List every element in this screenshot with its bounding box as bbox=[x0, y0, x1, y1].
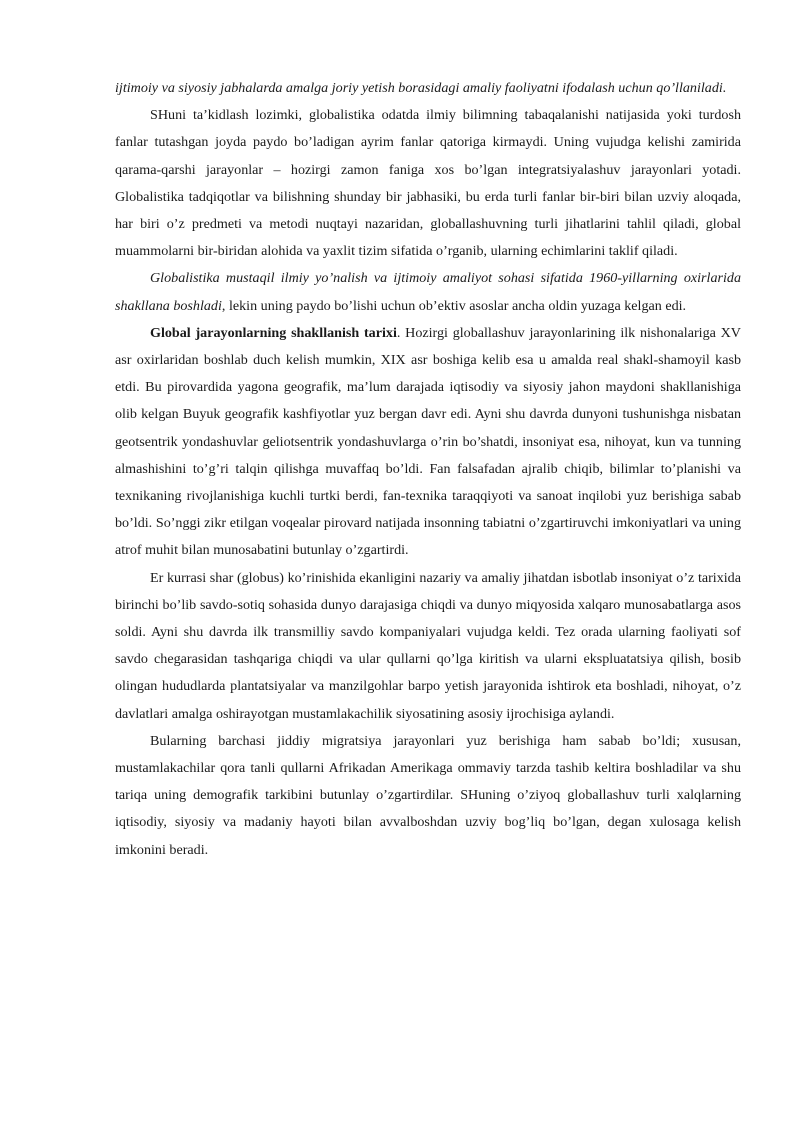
italic-text: Globalistika mustaqil ilmiy yo’nalish va ijtimoiy amaliyot sohasi sifatida 1960-yillarning oxirlarida shakllana boshladi bbox=[115, 270, 741, 314]
italic-text: ijtimoiy va siyosiy jabhalarda amalga joriy yetish borasidagi amaliy faoliyatni ifodalash uchun qo’llaniladi. bbox=[115, 80, 727, 96]
paragraph-globe-trade bbox=[115, 565, 741, 728]
document-page bbox=[115, 75, 741, 864]
paragraph-text: SHuni ta’kidlash lozimki, globalistika odatda ilmiy bilimning tabaqalanishi natijasida yoki turdosh fanlar tutashgan joyda paydo bo’ladigan ayrim fanlar qatoriga kirmaydi. Uning vujudga kelishi zamirida qarama-qarshi jarayonlar – hozirgi zamon faniga xos bo’lgan integratsiyalashuv jarayonlari yotadi. Globalistika tadqiqotlar va bilishning shunday bir jabhasiki, bu erda turli fanlar bir-biri bilan uzviy aloqada, har biri o’z predmeti va metodi nuqtayi nazaridan, globallashuvning turli jihatlarini tahlil qiladi, global muammolarni bir-biridan alohida va yaxlit tizim sifatida o’rganib, ularning echimlarini taklif qiladi. bbox=[115, 107, 741, 260]
paragraph-globalistics-origin bbox=[115, 265, 741, 319]
section-heading: Global jarayonlarning shakllanish tarixi bbox=[150, 324, 397, 341]
paragraph-text: . Hozirgi globallashuv jarayonlarining ilk nishonalariga XV asr oxirlaridan boshlab duch kelish mumkin, XIX asr boshiga kelib esa u amalda real shakl-shamoyil kasb etdi. Bu pirovardida yagona geografik, ma’lum darajada iqtisodiy va siyosiy jahon maydoni shakllanishiga olib kelgan Buyuk geografik kashfiyotlar yuz bergan davr edi. Ayni shu davrda dunyoni tushunishga nisbatan geotsentrik yondashuvlar geliotsentrik yondashuvlarga o’rin bo’shatdi, insoniyat esa, nihoyat, kun va tunning almashishini to’g’ri talqin qilishga muvaffaq bo’ldi. Fan falsafadan ajralib chiqib, bilimlar to’planishi va texnikaning rivojlanishiga kuchli turtki berdi, fan-texnika taraqqiyoti va sanoat inqilobi yuz berishiga sabab bo’ldi. So’nggi zikr etilgan voqealar pirovard natijada insonning tabiatni o’zgartiruvchi imkoniyatlari va uning atrof muhit bilan munosabatini butunlay o’zgartirdi. bbox=[115, 324, 741, 559]
paragraph-text: , lekin uning paydo bo’lishi uchun ob’ektiv asoslar ancha oldin yuzaga kelgan edi. bbox=[221, 297, 687, 314]
paragraph-history bbox=[115, 320, 741, 565]
paragraph-migration bbox=[115, 728, 741, 864]
paragraph-text: Bularning barchasi jiddiy migratsiya jarayonlari yuz berishiga ham sabab bo’ldi; xususan, mustamlakachilar qora tanli qullarni Afrikadan Amerikaga ommaviy tarzda tashib keltira boshladilar va shu tariqa uning demografik tarkibini butunlay o’zgartirdilar. SHuning o’ziyoq globallashuv turli xalqlarning iqtisodiy, siyosiy va madaniy hayoti bilan avvalboshdan uzviy bog’liq bo’lgan, degan xulosaga kelish imkonini beradi. bbox=[115, 732, 741, 858]
paragraph-continuation bbox=[115, 75, 741, 102]
paragraph-text: Er kurrasi shar (globus) ko’rinishida ekanligini nazariy va amaliy jihatdan isbotlab insoniyat o’z tarixida birinchi bo’lib savdo-sotiq sohasida dunyo darajasiga chiqdi va dunyo miqyosida xalqaro munosabatlarga asos soldi. Ayni shu davrda ilk transmilliy savdo kompaniyalari vujudga keldi. Tez orada ularning faoliyati sof savdo chegarasidan tashqariga chiqdi va ular qullarni qo’lga kiritish va ularni ekspluatatsiya qilish, bosib olingan hududlarda plantatsiyalar va manzilgohlar barpo yetish jarayonida ishtirok eta boshladi, nihoyat, o’z davlatlari amalga oshirayotgan mustamlakachilik siyosatining asosiy ijrochisiga aylandi. bbox=[115, 569, 741, 722]
paragraph-globalistics-integration bbox=[115, 102, 741, 265]
